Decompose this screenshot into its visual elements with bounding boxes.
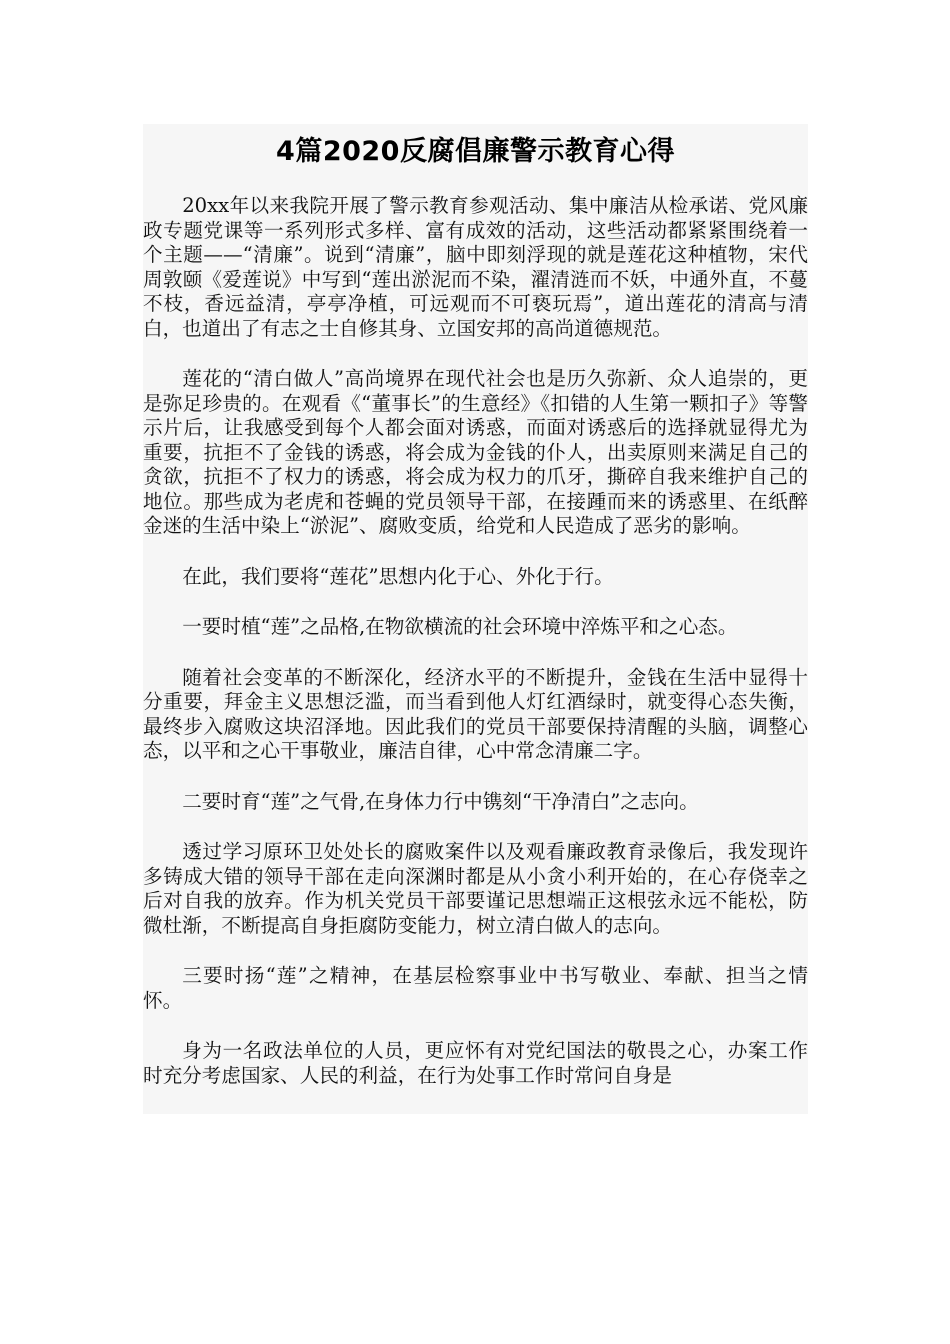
paragraph-intro: 20xx年以来我院开展了警示教育参观活动、集中廉洁从检承诺、党风廉政专题党课等一系列形式多样、富有成效的活动，这些活动都紧紧围绕着一个主题——“清廉”。说到“清廉”，脑中即刻浮现的就是莲花这种植物，宋代周敦颐《爱莲说》中写到“莲出淤泥而不染，濯清涟而不妖，中通外直，不蔓不枝，香远益清，亭亭净植，可远观而不可亵玩焉”，道出莲花的清高与清白，也道出了有志之士自修其身、立国安邦的高尚道德规范。 [143,194,808,340]
paragraph-point-two-detail: 透过学习原环卫处处长的腐败案件以及观看廉政教育录像后，我发现许多铸成大错的领导干部在走向深渊时都是从小贪小利开始的，在心存侥幸之后对自我的放弃。作为机关党员干部要谨记思想端正这根弦永远不能松，防微杜渐，不断提高自身拒腐防变能力，树立清白做人的志向。 [143,840,808,937]
document-body [143,124,808,1114]
document-title: 4篇2020反腐倡廉警示教育心得 [276,136,675,167]
paragraph-point-one-detail: 随着社会变革的不断深化，经济水平的不断提升，金钱在生活中显得十分重要，拜金主义思想泛滥，而当看到他人灯红酒绿时，就变得心态失衡，最终步入腐败这块沼泽地。因此我们的党员干部要保持清醒的头脑，调整心态，以平和之心干事敬业，廉洁自律，心中常念清廉二字。 [143,665,808,762]
paragraph-point-three-detail: 身为一名政法单位的人员，更应怀有对党纪国法的敬畏之心，办案工作时充分考虑国家、人民的利益，在行为处事工作时常问自身是 [143,1039,808,1087]
paragraph-point-one: 一要时植“莲”之品格,在物欲横流的社会环境中淬炼平和之心态。 [182,615,738,638]
paragraph-point-three: 三要时扬“莲”之精神，在基层检察事业中书写敬业、奉献、担当之情怀。 [143,964,808,1012]
paragraph-point-two: 二要时育“莲”之气骨,在身体力行中镌刻“干净清白”之志向。 [182,789,699,813]
paragraph-transition: 在此，我们要将“莲花”思想内化于心、外化于行。 [182,564,614,588]
paragraph-lotus-virtue: 莲花的“清白做人”高尚境界在现代社会也是历久弥新、众人追崇的，更是弥足珍贵的。在观看《“董事长”的生意经》《扣错的人生第一颗扣子》等警示片后，让我感受到每个人都会面对诱惑，而面对诱惑后的选择就显得尤为重要，抗拒不了金钱的诱惑，将会成为金钱的仆人，出卖原则来满足自己的贪欲，抗拒不了权力的诱惑，将会成为权力的爪牙，撕碎自我来维护自己的地位。那些成为老虎和苍蝇的党员领导干部，在接踵而来的诱惑里、在纸醉金迷的生活中染上“淤泥”、腐败变质，给党和人民造成了恶劣的影响。 [143,367,808,537]
